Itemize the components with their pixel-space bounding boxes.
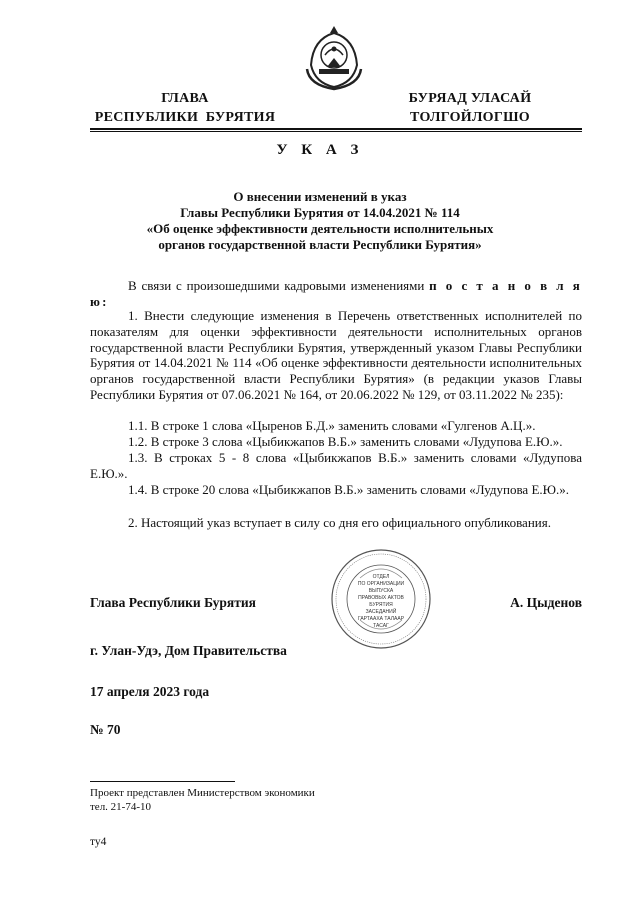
seal-line6: ЗАСЕДАНИЙ: [365, 609, 397, 615]
item-1-2: 1.2. В строке 3 слова «Цыбикжапов В.Б.» заменить словами «Лудупова Е.Ю.».: [128, 434, 563, 449]
document-code: ту4: [90, 836, 107, 848]
coat-of-arms-emblem: [303, 25, 365, 91]
header-left-line2: РЕСПУБЛИКИ БУРЯТИЯ: [94, 110, 276, 125]
seal-line1: ОТДЕЛ: [372, 574, 390, 580]
seal-line4: ПРАВОВЫХ АКТОВ: [358, 595, 404, 601]
item-2: 2. Настоящий указ вступает в силу со дня его официального опубликования.: [128, 515, 551, 530]
seal-line3: ВЫПУСКА: [368, 588, 394, 594]
document-number: № 70: [90, 722, 121, 737]
title-line3: «Об оценке эффективности деятельности исполнительных: [146, 221, 494, 236]
title-line1: О внесении изменений в указ: [233, 189, 407, 204]
seal-line7: ГАРТААХА ТАЛААР: [357, 616, 405, 622]
header-left: [60, 89, 310, 127]
seal-line5: БУРЯТИЯ: [369, 602, 393, 608]
seal-line8: ТАСАГ: [373, 623, 389, 629]
header-right: [360, 89, 580, 127]
header-divider-thick: [90, 128, 582, 130]
footnote-line2: тел. 21-74-10: [90, 801, 152, 813]
signature-name: А. Цыденов: [510, 595, 582, 610]
footnote-divider: [90, 781, 235, 782]
seal-line2: ПО ОРГАНИЗАЦИИ: [357, 581, 405, 587]
document-title: [110, 189, 530, 253]
preamble: [90, 278, 582, 310]
item-1-1: 1.1. В строке 1 слова «Цыренов Б.Д.» заменить словами «Гулгенов А.Ц.».: [128, 418, 536, 433]
signing-place: г. Улан-Удэ, Дом Правительства: [90, 643, 287, 658]
signature-position: Глава Республики Бурятия: [90, 595, 256, 610]
title-line4: органов государственной власти Республики Бурятия»: [158, 237, 482, 252]
header-right-line1: БУРЯАД УЛАСАЙ: [408, 91, 532, 106]
title-line2: Главы Республики Бурятия от 14.04.2021 № 114: [180, 205, 460, 220]
header-left-line1: ГЛАВА: [161, 91, 209, 106]
header-divider-thin: [90, 131, 582, 132]
footnote-line1: Проект представлен Министерством экономики: [90, 787, 315, 799]
header-right-line2: ТОЛГОЙЛОГШО: [410, 110, 530, 125]
item-1-4: 1.4. В строке 20 слова «Цыбикжапов В.Б.» заменить словами «Лудупова Е.Ю.».: [128, 482, 569, 497]
signing-date: 17 апреля 2023 года: [90, 684, 210, 699]
decree-word: п о с т а н о в л я ю:: [90, 278, 582, 309]
document-type: У К А З: [276, 142, 364, 158]
preamble-text: В связи с произошедшими кадровыми изменениями: [128, 278, 430, 293]
item-1-3: 1.3. В строках 5 - 8 слова «Цыбикжапов В.Б.» заменить словами «Лудупова Е.Ю.».: [90, 450, 582, 481]
item-1: 1. Внести следующие изменения в Перечень ответственных исполнителей по показателям для оценки эффективности деятельности исполнительных органов государственной власти Республики Бурятия, утвержденный указом Главы Республики Бурятия от 14.04.2021 № 114 «Об оценке эффективности деятельности исполнительных органов государственной власти Республики Бурятия» (в редакции указов Главы Республики Бурятия от 07.06.2021 № 164, от 20.06.2022 № 129, от 03.11.2022 № 235):: [90, 308, 582, 402]
official-seal: [330, 548, 432, 650]
